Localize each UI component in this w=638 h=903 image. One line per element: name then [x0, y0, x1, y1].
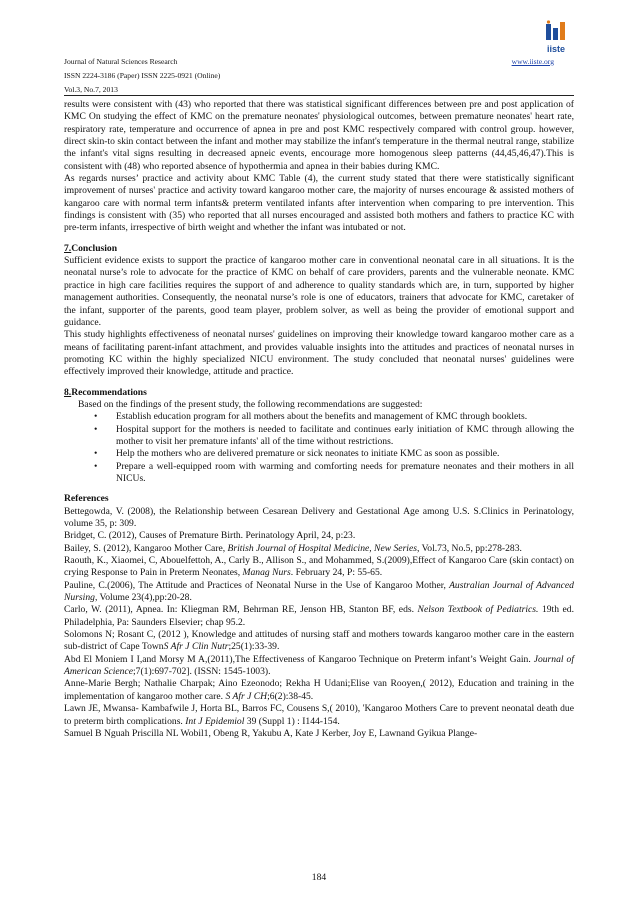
journal-issn: ISSN 2224-3186 (Paper) ISSN 2225-0921 (Online): [64, 71, 221, 80]
ref-italic: Int J Epidemiol: [185, 715, 245, 727]
ref-text: Bridget, C. (2012), Causes of Premature Birth. Perinatology April, 24, p:23.: [64, 530, 356, 542]
list-item-text: Hospital support for the mothers is needed to facilitate and continues early initiation of KMC through allowing the mother to visit her premature infants' all of the time without restrictions.: [116, 423, 574, 447]
header-rule: [64, 95, 574, 96]
iiste-logo: [538, 20, 574, 60]
ref-text: Abd El Moniem I I,and Morsy M A,(2011),The Effectiveness of Kangaroo Technique on Preterm infant’s Weight Gain.: [64, 653, 534, 665]
section-title: Recommendations: [71, 386, 147, 398]
ref-italic: Manag Nurs: [242, 567, 291, 579]
list-item-text: Prepare a well-equipped room with warming and comforting needs for premature neonates and their mothers in all NICUs.: [116, 460, 574, 484]
ref-text: Anne-Marie Bergh; Nathalie Charpak; Aino Ezeonodo; Rekha H Udani;Elise van Rooyen,( 2012), Education and training in the implementation of kangaroo mother care.: [64, 678, 574, 702]
conclusion-paragraph: This study highlights effectiveness of neonatal nurses' guidelines on improving their knowledge toward kangaroo mother care as a means of facilitating parent-infant attachment, and provides valuable insights into the attitudes and practices of neonatal nurses in promoting KC within the highly specialized NICU environment. The study concluded that neonatal nurses' guidelines were effectively improved their knowledge, attitude and practice.: [64, 329, 574, 378]
references-list: [64, 506, 574, 741]
list-item: [64, 448, 574, 460]
ref-text: 39 (Suppl 1) : I144-154.: [244, 715, 340, 727]
article-body: [64, 99, 574, 740]
list-item-text: Establish education program for all mothers about the benefits and management of KMC through booklets.: [116, 411, 528, 423]
bullet-icon: •: [94, 423, 98, 435]
recommendations-list: [64, 411, 574, 485]
body-paragraph: results were consistent with (43) who reported that there was statistical significant differences between pre and post application of KMC On studying the effect of KMC on the premature neonates' physiological outcomes, between premature neonates' heart rate, respiratory rate, temperature and occurrence of apnea in pre and post KMC respectively compared with control group. however, direct skin-to skin contact between the infant and mother may stabilize the infant's temperature in the thermal neutral range, stabilize the infant's vital signs resulting in decreased apneic events, encourage more homogenous sleep patterns (44,45,46,47).This is consistent with (48) who reported absence of hypothermia and apnea in their babies during KMC.: [64, 99, 574, 172]
ref-italic: S Afr J Clin Nutr: [163, 641, 229, 653]
reference-entry: [64, 543, 574, 555]
ref-text: Carlo, W. (2011), Apnea. In: Kliegman RM, Behrman RE, Jenson HB, Stanton BF, eds.: [64, 604, 418, 616]
list-item: [64, 461, 574, 486]
bullet-icon: •: [94, 411, 98, 423]
ref-text: Raouth, K., Xiaomei, C, Abouelfettoh, A., Carly B., Allison S., and Mohammed, S.(2009),Effect of Kangaroo Care (skin contact) on crying Response to Pain in Preterm Neonates,: [64, 555, 574, 579]
ref-text: 19th ed. Philadelphia, Pa: Saunders Elsevier; chap 95.2.: [64, 604, 574, 628]
body-paragraph: As regards nurses’ practice and activity about KMC Table (4), the current study stated that there were statistically significant improvement of nurses' practice and activity toward kangaroo mother care, the majority of nurses encourage & assisted mothers of kangaroo care with normal term infants& preterm ventilated infants after intervention when comparing to pre intervention. This findings is consistent with (35) who reported that all nurses encouraged and assisted both mothers and fathers to practice KC with pre-term infants, irrespective of birth weight and whether the infant was intubated or not.: [64, 173, 574, 234]
ref-italic: Nelson Textbook of Pediatrics.: [417, 604, 539, 616]
ref-text: Bettegowda, V. (2008), the Relationship between Cesarean Delivery and Gestational Age among U.S. S.Clinics in Perinatology, volume 35, p: 309.: [64, 505, 574, 529]
section-number: 8.: [64, 386, 72, 398]
reference-entry: [64, 728, 574, 740]
reference-entry: [64, 506, 574, 531]
reference-entry: [64, 629, 574, 654]
ref-text: Solomons N; Rosant C, (2012 ), Knowledge and attitudes of nursing staff and mothers towards kangaroo mother care in the eastern sub-district of Cape Town: [64, 629, 574, 653]
ref-text: Lawn JE, Mwansa- Kambafwile J, Horta BL, Barros FC, Cousens S,( 2010), 'Kangaroo Mothers Care to prevent neonatal death due to preterm birth complications.: [64, 703, 574, 727]
journal-name: Journal of Natural Sciences Research: [64, 57, 178, 66]
recommendations-heading: [64, 387, 574, 399]
reference-entry: [64, 604, 574, 629]
page-header: [64, 56, 574, 100]
ref-text: Bailey, S. (2012), Kangaroo Mother Care,: [64, 542, 228, 554]
journal-volume: Vol.3, No.7, 2013: [64, 85, 118, 94]
reference-entry: [64, 703, 574, 728]
ref-text: . February 24, P: 55-65.: [290, 567, 383, 579]
ref-italic: Australian Journal of Advanced Nursing: [64, 579, 574, 604]
journal-url-link[interactable]: www.iiste.org: [511, 57, 554, 66]
ref-italic: Journal of American Science: [64, 653, 574, 678]
references-heading: References: [64, 493, 109, 505]
ref-text: Samuel B Nguah Priscilla NL Wobil1, Obeng R, Yakubu A, Kate J Kerber, Joy E, Lawnand Gyikua Plange-: [64, 727, 478, 739]
bullet-icon: •: [94, 448, 98, 460]
reference-entry: [64, 530, 574, 542]
reference-entry: [64, 654, 574, 679]
ref-text: ;25(1):33-39.: [228, 641, 280, 653]
ref-italic: British Journal of Hospital Medicine, New Series: [227, 542, 417, 554]
section-number: 7.: [64, 242, 72, 254]
section-title: Conclusion: [71, 242, 118, 254]
list-item: [64, 411, 574, 423]
list-item-text: Help the mothers who are delivered premature or sick neonates to initiate KMC as soon as possible.: [116, 448, 500, 460]
reference-entry: [64, 678, 574, 703]
conclusion-heading: [64, 243, 574, 255]
logo-text: iiste: [546, 44, 566, 54]
ref-text: ;6(2):38-45.: [267, 690, 314, 702]
conclusion-paragraph: Sufficient evidence exists to support the practice of kangaroo mother care in conventional neonatal care in all situations. It is the neonatal nurse’s role to advocate for the practice of KMC on behalf of care providers, parents and the vulnerable neonate. KMC practice in high care facilities requires the support of and adherence to quality standards which are, in turn, supported by higher management authorities. Consequently, the neonatal nurse’s role is one of educators, trainers that advocate for KMC, caretaker of the infant, supporter of the parents, good team player, problem solver, as well as being the provider of emotional support and guidance.: [64, 255, 574, 328]
reference-entry: [64, 580, 574, 605]
ref-italic: S Afr J CH: [225, 690, 268, 702]
ref-text: Pauline, C.(2006), The Attitude and Practices of Neonatal Nurse in the Use of Kangaroo Mother,: [64, 579, 450, 591]
ref-text: , Vol.73, No.5, pp:278-283.: [416, 542, 522, 554]
reference-entry: [64, 555, 574, 580]
bullet-icon: •: [94, 460, 98, 472]
ref-text: ;7(1):697-702]. (ISSN: 1545-1003).: [133, 666, 271, 678]
list-item: [64, 424, 574, 449]
ref-text: , Volume 23(4),pp:20-28.: [94, 592, 192, 604]
page-number: 184: [311, 872, 327, 883]
recommendations-intro: Based on the findings of the present study, the following recommendations are suggested:: [78, 398, 423, 410]
